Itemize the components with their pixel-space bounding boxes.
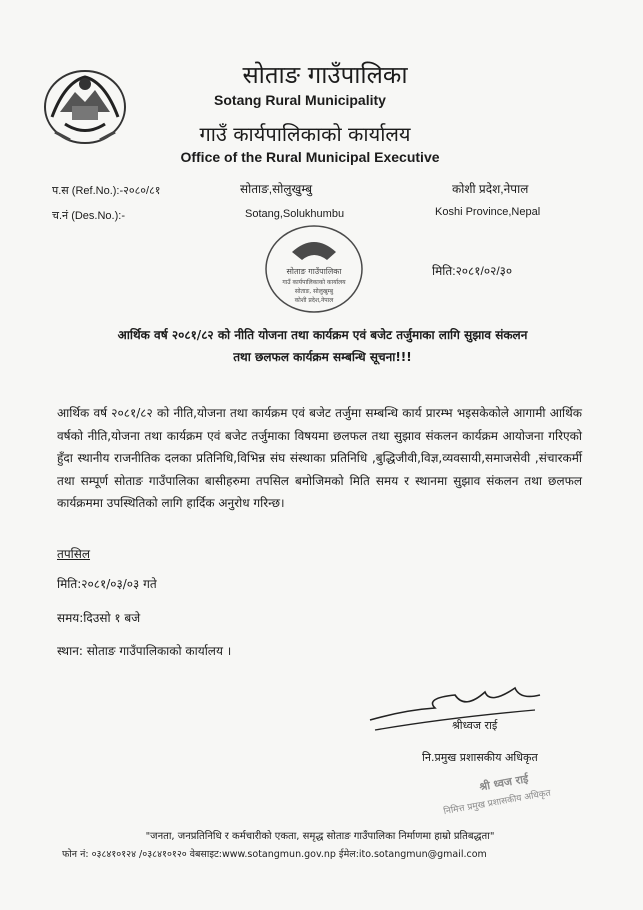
office-name-np: गाउँ कार्यपालिकाको कार्यालय	[199, 122, 411, 146]
seal-line-3: सोताङ, सोलुखुम्बु	[294, 288, 334, 295]
province-en: Koshi Province,Nepal	[435, 206, 541, 218]
seal-line-2: गाउँ कार्यपालिकाको कार्यालय	[282, 279, 346, 286]
body-paragraph: आर्थिक वर्ष २०८१/८२ को नीति,योजना तथा कार्यक्रम एवं बजेट तर्जुमा सम्बन्धि कार्य प्रारम्भ भइसकेकोले आगामी आर्थिक वर्षको नीति,योजना तथा कार्यक्रम एवं बजेट तर्जुमाका विषयमा छलफल तथा सुझाव संकलन कार्यक्रम आयोजना गरिएको हुँदा स्थानीय राजनीतिक दलका प्रतिनिधि,विभिन्न संघ संस्थाका प्रतिनिधि ,बुद्धिजीवी,विज्ञ,व्यवसायी,समाजसेवी ,संचारकर्मी तथा सम्पूर्ण सोताङ गाउँपालिका बासीहरुमा तपसिल बमोजिमको मिति समय र स्थानमा सुझाव संकलन तथा छलफल कार्यक्रममा उपस्थितिको लागि हार्दिक अनुरोध गरिन्छ।	[57, 406, 582, 510]
letter-date: मिति:२०८१/०२/३०	[432, 264, 513, 278]
subject-line-2: तथा छलफल कार्यक्रम सम्बन्धि सूचना!!!	[233, 350, 412, 364]
dispatch-number: च.नं (Des.No.):-	[52, 210, 125, 222]
office-seal	[262, 222, 367, 317]
details-date: मिति:२०८१/०३/०३ गते	[57, 577, 157, 591]
province-np: कोशी प्रदेश,नेपाल	[452, 182, 529, 196]
seal-line-4: कोशी प्रदेश,नेपाल	[294, 297, 334, 304]
signatory-stamp	[415, 760, 575, 820]
seal-line-1: सोताङ गाउँपालिका	[286, 267, 342, 276]
details-heading: तपसिल	[57, 547, 91, 561]
address-np: सोताङ,सोलुखुम्बु	[240, 182, 313, 196]
address-en: Sotang,Solukhumbu	[245, 208, 345, 220]
reference-number: प.स (Ref.No.):-२०८०/८१	[52, 185, 161, 197]
subject-line-1: आर्थिक वर्ष २०८१/८२ को नीति योजना तथा कार्यक्रम एवं बजेट तर्जुमाका लागि सुझाव संकलन	[117, 328, 528, 342]
stamp-title: निमित्त प्रमुख प्रशासकीय अधिकृत	[442, 788, 552, 818]
municipality-name-en: Sotang Rural Municipality	[214, 92, 386, 108]
stamp-name: श्री ध्वज राई	[478, 772, 530, 794]
details-time: समय:दिउसो १ बजे	[57, 611, 141, 625]
details-place: स्थान: सोताङ गाउँपालिकाको कार्यालय ।	[57, 644, 232, 658]
footer-contact: फोन नं: ०३८४१०१२४ /०३८४१०१२० वेबसाइट:www.sotangmun.gov.np ईमेल:ito.sotangmun@gmail.com	[62, 849, 487, 860]
office-name-en: Office of the Rural Municipal Executive	[180, 149, 440, 165]
signatory-title: नि.प्रमुख प्रशासकीय अधिकृत	[422, 751, 538, 764]
subject	[40, 324, 605, 368]
signatory-name: श्रीध्वज राई	[452, 719, 498, 732]
footer-motto: "जनता, जनप्रतिनिधि र कर्मचारीको एकता, समृद्ध सोताङ गाउँपालिका निर्माणमा हाम्रो प्रतिबद्धता"	[145, 831, 495, 842]
nepal-emblem-icon	[40, 62, 130, 152]
municipality-name-np: सोताङ गाउँपालिका	[242, 61, 408, 89]
